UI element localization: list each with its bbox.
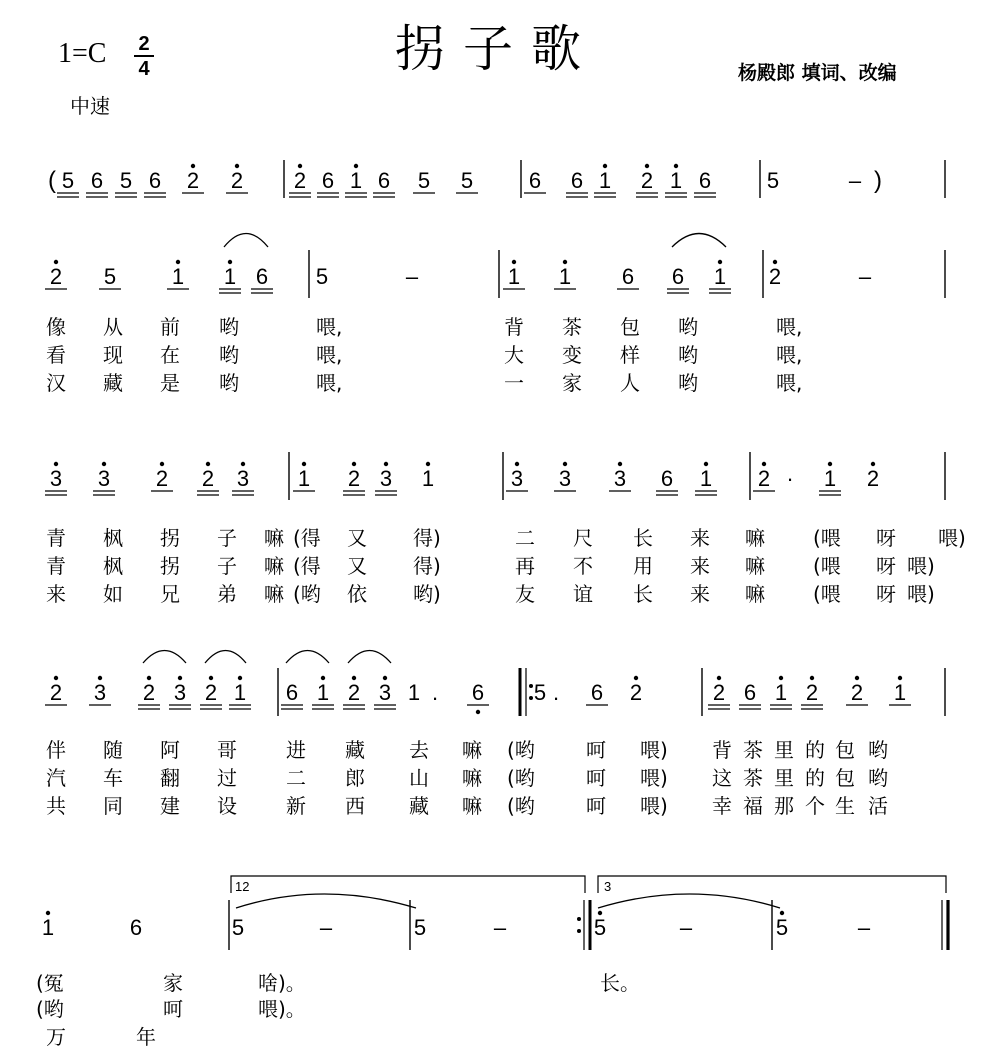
- jianpu-note: 2: [49, 680, 63, 705]
- lyric-char: (得: [293, 526, 321, 550]
- lyric-char: 依: [347, 582, 367, 606]
- octave-dot-high: [717, 676, 721, 680]
- jianpu-note: 5: [593, 915, 607, 940]
- lyric-char: 拐: [160, 526, 180, 550]
- lyric-char: 喂): [907, 554, 935, 578]
- jianpu-note: 1: [223, 264, 237, 289]
- lyric-char: 喂,: [776, 343, 803, 367]
- slur: [348, 651, 391, 664]
- lyric-char: 像: [46, 315, 66, 339]
- octave-dot-high: [779, 676, 783, 680]
- octave-dot-high: [603, 164, 607, 168]
- lyric-char: 喂,: [316, 315, 343, 339]
- repeat-dot: [577, 929, 581, 933]
- lyric-char: 包: [835, 738, 855, 762]
- lyric-char: 西: [345, 794, 365, 818]
- lyric-char: 新: [286, 794, 306, 818]
- lyric-char: 伴: [46, 738, 66, 762]
- lyric-char: 共: [46, 794, 66, 818]
- jianpu-note: 6: [321, 168, 335, 193]
- score-symbol: –: [493, 915, 507, 940]
- jianpu-note: 6: [660, 466, 674, 491]
- lyric-char: 一: [504, 371, 524, 395]
- key-signature: 1=C: [58, 38, 107, 69]
- lyric-char: 喂): [938, 526, 966, 550]
- lyric-char: 青: [46, 526, 66, 550]
- octave-dot-high: [383, 676, 387, 680]
- volta-bracket-first: [231, 876, 585, 893]
- jianpu-note: 1: [171, 264, 185, 289]
- time-signature-top: 2: [134, 34, 154, 57]
- jianpu-note: 6: [743, 680, 757, 705]
- jianpu-note: 3: [49, 466, 63, 491]
- lyric-char: 山: [409, 766, 429, 790]
- lyric-char: 设: [217, 794, 237, 818]
- octave-dot-high: [354, 164, 358, 168]
- jianpu-note: 1: [558, 264, 572, 289]
- lyric-char: 幸: [712, 794, 732, 818]
- octave-dot-high: [855, 676, 859, 680]
- jianpu-note: 2: [142, 680, 156, 705]
- octave-dot-high: [54, 676, 58, 680]
- score-symbol: (: [48, 167, 56, 194]
- lyric-char: 生: [835, 794, 855, 818]
- score-symbol: .: [431, 680, 439, 705]
- lyric-char: 喂,: [776, 371, 803, 395]
- lyric-char: 大: [504, 343, 524, 367]
- lyric-char: 子: [217, 554, 237, 578]
- octave-dot-high: [563, 260, 567, 264]
- jianpu-note: 1: [669, 168, 683, 193]
- jianpu-note: 6: [377, 168, 391, 193]
- lyric-char: 藏: [345, 738, 365, 762]
- lyric-char: 不: [573, 554, 593, 578]
- lyric-char: 茶: [562, 315, 582, 339]
- jianpu-note: 2: [293, 168, 307, 193]
- score-symbol: .: [552, 680, 560, 705]
- lyric-char: (哟: [507, 766, 535, 790]
- octave-dot-high: [718, 260, 722, 264]
- octave-dot-high: [762, 462, 766, 466]
- lyric-char: 兄: [160, 582, 180, 606]
- jianpu-note: 2: [201, 466, 215, 491]
- jianpu-note: 2: [850, 680, 864, 705]
- octave-dot-high: [321, 676, 325, 680]
- lyric-char: (哟: [293, 582, 321, 606]
- jianpu-note: 1: [41, 915, 55, 940]
- jianpu-note: 2: [805, 680, 819, 705]
- lyric-char: 包: [620, 315, 640, 339]
- lyric-char: 福: [743, 794, 763, 818]
- lyric-char: 友: [515, 582, 535, 606]
- slur: [224, 234, 268, 248]
- lyric-char: 里: [774, 738, 794, 762]
- lyric-char: 来: [690, 526, 710, 550]
- lyric-char: 嘛: [745, 554, 765, 578]
- lyric-char: 汉: [46, 371, 66, 395]
- lyric-char: 嘛: [264, 582, 284, 606]
- jianpu-note: 2: [155, 466, 169, 491]
- lyric-char: 喂)。: [258, 997, 306, 1021]
- lyric-char: 活: [868, 794, 888, 818]
- lyric-char: 长: [633, 526, 653, 550]
- jianpu-note: 2: [640, 168, 654, 193]
- octave-dot-high: [704, 462, 708, 466]
- octave-dot-high: [176, 260, 180, 264]
- lyric-char: 来: [690, 554, 710, 578]
- jianpu-note: 1: [774, 680, 788, 705]
- time-signature-bottom: 4: [138, 58, 150, 80]
- lyric-char: 茶: [743, 766, 763, 790]
- jianpu-note: 1: [699, 466, 713, 491]
- lyric-char: 喂): [640, 766, 668, 790]
- lyric-char: (喂: [813, 582, 841, 606]
- jianpu-note: 6: [471, 680, 485, 705]
- octave-dot-high: [46, 911, 50, 915]
- octave-dot-high: [352, 676, 356, 680]
- jianpu-note: 5: [533, 680, 547, 705]
- tie: [598, 894, 780, 908]
- lyric-char: 得): [413, 526, 441, 550]
- jianpu-note: 3: [236, 466, 250, 491]
- lyric-char: 喂,: [776, 315, 803, 339]
- jianpu-note: 6: [590, 680, 604, 705]
- lyric-char: 藏: [409, 794, 429, 818]
- jianpu-note: 5: [231, 915, 245, 940]
- lyric-char: 哟: [868, 738, 888, 762]
- lyric-char: 这: [712, 766, 732, 790]
- octave-dot-high: [238, 676, 242, 680]
- jianpu-note: 5: [315, 264, 329, 289]
- lyric-char: 看: [46, 343, 66, 367]
- lyric-char: 背: [712, 738, 732, 762]
- lyric-char: 二: [515, 526, 535, 550]
- jianpu-note: 3: [93, 680, 107, 705]
- score-symbol: –: [319, 915, 333, 940]
- octave-dot-high: [384, 462, 388, 466]
- jianpu-note: 6: [285, 680, 299, 705]
- lyric-char: 藏: [103, 371, 123, 395]
- lyric-char: (喂: [813, 554, 841, 578]
- jianpu-note: 6: [129, 915, 143, 940]
- lyric-char: 哟: [219, 343, 239, 367]
- lyric-char: 那: [774, 794, 794, 818]
- octave-dot-high: [898, 676, 902, 680]
- lyric-char: 呵: [586, 766, 606, 790]
- lyricist-credit: 杨殿郎 填词、改编: [738, 62, 897, 84]
- jianpu-note: 6: [570, 168, 584, 193]
- lyric-char: 哟: [678, 315, 698, 339]
- lyric-char: 如: [103, 582, 123, 606]
- jianpu-note: 2: [712, 680, 726, 705]
- octave-dot-high: [228, 260, 232, 264]
- lyric-char: 喂): [907, 582, 935, 606]
- volta-bracket-second: [598, 876, 946, 893]
- lyric-char: 拐: [160, 554, 180, 578]
- octave-dot-high: [147, 676, 151, 680]
- jianpu-note: 5: [417, 168, 431, 193]
- lyric-char: 建: [160, 794, 180, 818]
- jianpu-note: 1: [297, 466, 311, 491]
- lyric-char: 哟: [868, 766, 888, 790]
- lyric-char: 嘛: [462, 738, 482, 762]
- jianpu-note: 5: [119, 168, 133, 193]
- score-symbol: –: [858, 264, 872, 289]
- octave-dot-high: [810, 676, 814, 680]
- lyric-char: 样: [620, 343, 640, 367]
- jianpu-note: 1: [507, 264, 521, 289]
- jianpu-note: 6: [528, 168, 542, 193]
- lyric-char: 从: [103, 315, 123, 339]
- jianpu-note: 3: [378, 680, 392, 705]
- jianpu-note: 5: [460, 168, 474, 193]
- octave-dot-high: [618, 462, 622, 466]
- lyric-char: 嘛: [745, 526, 765, 550]
- jianpu-note: 5: [775, 915, 789, 940]
- jianpu-note: 6: [255, 264, 269, 289]
- jianpu-note: 2: [757, 466, 771, 491]
- lyric-char: 弟: [217, 582, 237, 606]
- lyric-char: 茶: [743, 738, 763, 762]
- lyric-char: 翻: [160, 766, 180, 790]
- jianpu-note: 1: [421, 466, 435, 491]
- octave-dot-high: [235, 164, 239, 168]
- lyric-char: (得: [293, 554, 321, 578]
- lyric-char: 来: [690, 582, 710, 606]
- octave-dot-high: [298, 164, 302, 168]
- octave-dot-high: [634, 676, 638, 680]
- octave-dot-high: [563, 462, 567, 466]
- octave-dot-high: [54, 462, 58, 466]
- lyric-char: 年: [136, 1025, 156, 1049]
- jianpu-note: 3: [379, 466, 393, 491]
- jianpu-note: 2: [866, 466, 880, 491]
- lyric-char: 呵: [586, 794, 606, 818]
- octave-dot-high: [598, 911, 602, 915]
- jianpu-note: 1: [713, 264, 727, 289]
- octave-dot-high: [512, 260, 516, 264]
- song-title: 拐子歌: [395, 20, 599, 78]
- jianpu-note: 5: [61, 168, 75, 193]
- tie: [236, 894, 416, 908]
- jianpu-note: 1: [316, 680, 330, 705]
- score-symbol: –: [679, 915, 693, 940]
- lyric-char: 嘛: [264, 554, 284, 578]
- lyric-char: 嘛: [264, 526, 284, 550]
- octave-dot-high: [780, 911, 784, 915]
- tempo-marking: 中速: [70, 94, 110, 118]
- jianpu-note: 2: [768, 264, 782, 289]
- lyric-char: 喂,: [316, 371, 343, 395]
- lyric-char: 得): [413, 554, 441, 578]
- repeat-dot: [577, 917, 581, 921]
- lyric-char: 同: [103, 794, 123, 818]
- octave-dot-high: [209, 676, 213, 680]
- lyric-char: 车: [103, 766, 123, 790]
- octave-dot-high: [674, 164, 678, 168]
- lyric-char: 人: [620, 371, 640, 395]
- lyric-char: 的: [805, 766, 825, 790]
- lyric-char: 谊: [573, 582, 593, 606]
- jianpu-note: 2: [347, 680, 361, 705]
- octave-dot-high: [871, 462, 875, 466]
- jianpu-note: 2: [204, 680, 218, 705]
- lyric-char: 进: [286, 738, 306, 762]
- jianpu-note: 3: [613, 466, 627, 491]
- octave-dot-high: [515, 462, 519, 466]
- lyric-char: 尺: [573, 526, 593, 550]
- lyric-char: 喂): [640, 794, 668, 818]
- jianpu-note: 6: [698, 168, 712, 193]
- jianpu-note: 2: [230, 168, 244, 193]
- lyric-char: 呀: [876, 526, 896, 550]
- lyric-char: 二: [286, 766, 306, 790]
- lyric-char: 变: [562, 343, 582, 367]
- octave-dot-high: [178, 676, 182, 680]
- jianpu-note: 1: [407, 680, 421, 705]
- lyric-char: 前: [160, 315, 180, 339]
- lyric-char: 在: [160, 343, 180, 367]
- volta-label-first: 12: [235, 879, 250, 894]
- lyric-char: 嘛: [745, 582, 765, 606]
- lyric-char: 呵: [163, 997, 183, 1021]
- octave-dot-high: [773, 260, 777, 264]
- lyric-char: 啥)。: [258, 971, 306, 995]
- jianpu-note: 1: [598, 168, 612, 193]
- jianpu-note: 3: [558, 466, 572, 491]
- lyric-char: 万: [46, 1025, 66, 1049]
- lyric-char: 汽: [46, 766, 66, 790]
- octave-dot-high: [191, 164, 195, 168]
- lyric-char: (哟: [507, 738, 535, 762]
- lyric-char: 阿: [160, 738, 180, 762]
- score-symbol: ·: [786, 466, 794, 491]
- lyric-char: 的: [805, 738, 825, 762]
- jianpu-note: 5: [766, 168, 780, 193]
- lyric-char: 来: [46, 582, 66, 606]
- jianpu-note: 6: [671, 264, 685, 289]
- lyric-char: 枫: [103, 554, 123, 578]
- jianpu-note: 6: [148, 168, 162, 193]
- lyric-char: 又: [347, 526, 367, 550]
- lyric-char: 长: [633, 582, 653, 606]
- score-symbol: –: [405, 264, 419, 289]
- lyric-char: 个: [805, 794, 825, 818]
- lyric-char: 嘛: [462, 794, 482, 818]
- score-symbol: –: [857, 915, 871, 940]
- lyric-char: 呵: [586, 738, 606, 762]
- volta-label-second: 3: [604, 879, 612, 894]
- lyric-char: 子: [217, 526, 237, 550]
- jianpu-note: 5: [413, 915, 427, 940]
- lyric-char: 哟: [678, 343, 698, 367]
- lyric-char: 包: [835, 766, 855, 790]
- lyric-char: 家: [562, 371, 582, 395]
- slur: [143, 651, 186, 664]
- lyric-char: 长。: [600, 971, 640, 995]
- lyric-char: 呀: [876, 554, 896, 578]
- lyric-char: 哥: [217, 738, 237, 762]
- lyric-char: 又: [347, 554, 367, 578]
- octave-dot-high: [302, 462, 306, 466]
- octave-dot-high: [206, 462, 210, 466]
- lyric-char: 里: [774, 766, 794, 790]
- lyric-char: 嘛: [462, 766, 482, 790]
- octave-dot-high: [426, 462, 430, 466]
- slur: [672, 234, 726, 248]
- slur: [286, 651, 329, 664]
- score-symbol: –: [848, 168, 862, 193]
- octave-dot-high: [98, 676, 102, 680]
- lyric-char: (冤: [36, 971, 64, 995]
- jianpu-note: 1: [349, 168, 363, 193]
- lyric-char: 郎: [345, 766, 365, 790]
- jianpu-note: 3: [173, 680, 187, 705]
- jianpu-note: 5: [103, 264, 117, 289]
- octave-dot-high: [645, 164, 649, 168]
- jianpu-note: 2: [186, 168, 200, 193]
- lyric-char: 哟: [219, 315, 239, 339]
- lyric-char: (哟: [36, 997, 64, 1021]
- lyric-char: 呀: [876, 582, 896, 606]
- octave-dot-high: [241, 462, 245, 466]
- lyric-char: 是: [160, 371, 180, 395]
- jianpu-note: 3: [510, 466, 524, 491]
- lyric-char: 用: [633, 554, 653, 578]
- jianpu-note: 6: [621, 264, 635, 289]
- lyric-char: 哟: [219, 371, 239, 395]
- lyric-char: 枫: [103, 526, 123, 550]
- lyric-char: 再: [515, 554, 535, 578]
- jianpu-note: 1: [233, 680, 247, 705]
- octave-dot-low: [476, 710, 480, 714]
- octave-dot-high: [828, 462, 832, 466]
- lyric-char: 背: [504, 315, 524, 339]
- lyric-char: (哟: [507, 794, 535, 818]
- jianpu-note: 6: [90, 168, 104, 193]
- lyric-char: 随: [103, 738, 123, 762]
- score-symbol: ): [874, 167, 882, 194]
- lyric-char: 喂,: [316, 343, 343, 367]
- lyric-char: (喂: [813, 526, 841, 550]
- octave-dot-high: [102, 462, 106, 466]
- slur: [205, 651, 246, 664]
- lyric-char: 哟: [678, 371, 698, 395]
- octave-dot-high: [352, 462, 356, 466]
- lyric-char: 家: [163, 971, 183, 995]
- octave-dot-high: [54, 260, 58, 264]
- lyric-char: 现: [103, 343, 123, 367]
- jianpu-note: 2: [347, 466, 361, 491]
- jianpu-note: 1: [823, 466, 837, 491]
- jianpu-note: 2: [629, 680, 643, 705]
- lyric-char: 哟): [413, 582, 441, 606]
- lyric-char: 青: [46, 554, 66, 578]
- jianpu-note: 3: [97, 466, 111, 491]
- repeat-dot: [529, 684, 533, 688]
- octave-dot-high: [160, 462, 164, 466]
- lyric-char: 过: [217, 766, 237, 790]
- lyric-char: 喂): [640, 738, 668, 762]
- repeat-dot: [529, 696, 533, 700]
- jianpu-note: 2: [49, 264, 63, 289]
- lyric-char: 去: [409, 738, 429, 762]
- jianpu-note: 1: [893, 680, 907, 705]
